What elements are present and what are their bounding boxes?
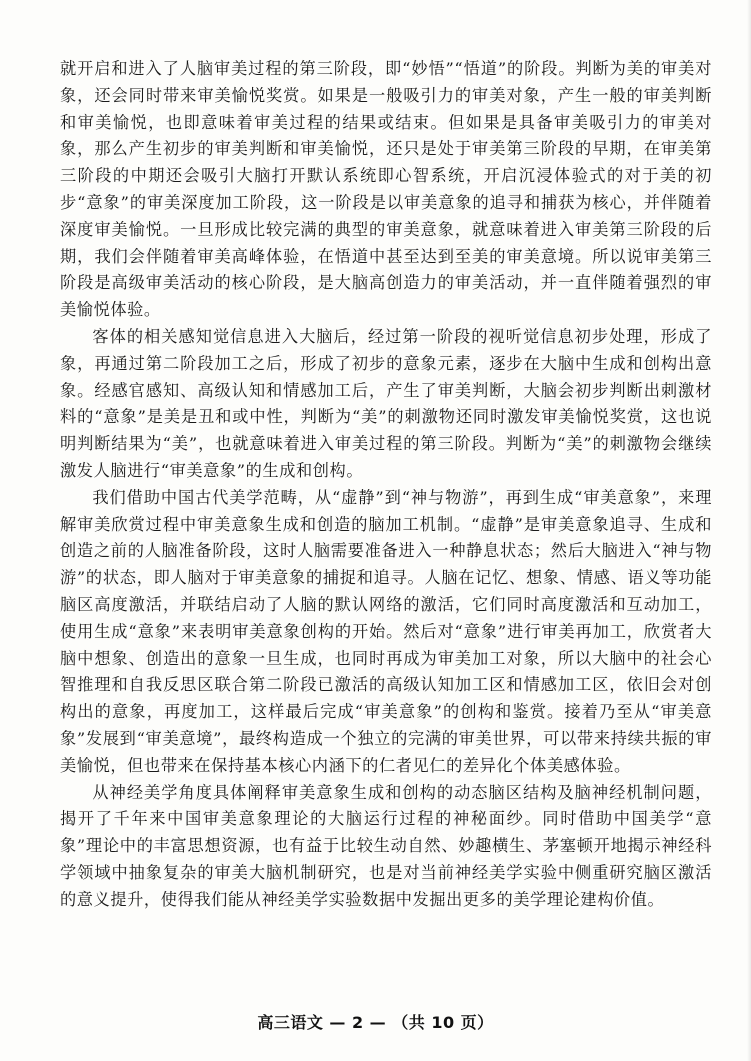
article-body (60, 56, 712, 914)
paragraph-3: 我们借助中国古代美学范畴，从“虚静”到“神与物游”，再到生成“审美意象”，来理解审美欣赏过程中审美意象生成和创造的脑加工机制。“虚静”是审美意象追寻、生成和创造之前的人脑准备阶段，这时人脑需要准备进入一种静息状态；然后大脑进入“神与物游”的状态，即人脑对于审美意象的捕捉和追寻。人脑在记忆、想象、情感、语义等功能脑区高度激活，并联结启动了人脑的默认网络的激活，它们同时高度激活和互动加工，使用生成“意象”来表明审美意象创构的开始。然后对“意象”进行审美再加工，欣赏者大脑中想象、创造出的意象一旦生成，也同时再成为审美加工对象，所以大脑中的社会心智推理和自我反思区联合第二阶段已激活的高级认知加工区和情感加工区，依旧会对创构出的意象，再度加工，这样最后完成“审美意象”的创构和鉴赏。接着乃至从“审美意象”发展到“审美意境”，最终构造成一个独立的完满的审美世界，可以带来持续共振的审美愉悦，但也带来在保持基本核心内涵下的仁者见仁的差异化个体美感体验。 (60, 487, 712, 775)
paragraph-2: 客体的相关感知觉信息进入大脑后，经过第一阶段的视听觉信息初步处理，形成了象，再通过第二阶段加工之后，形成了初步的意象元素，逐步在大脑中生成和创构出意象。经感官感知、高级认知和情感加工后，产生了审美判断，大脑会初步判断出刺激材料的“意象”是美是丑和或中性，判断为“美”的刺激物还同时激发审美愉悦奖赏，这也说明判断结果为“美”，也就意味着进入审美过程的第三阶段。判断为“美”的刺激物会继续激发人脑进行“审美意象”的生成和创构。 (60, 326, 712, 480)
paragraph-4: 从神经美学角度具体阐释审美意象生成和创构的动态脑区结构及脑神经机制问题，揭开了千年来中国审美意象理论的大脑运行过程的神秘面纱。同时借助中国美学“意象”理论中的丰富思想资源，也有益于比较生动自然、妙趣横生、茅塞顿开地揭示神经科学领域中抽象复杂的审美大脑机制研究，也是对当前神经美学实验中侧重研究脑区激活的意义提升，使得我们能从神经美学实验数据中发掘出更多的美学理论建构价值。 (60, 782, 712, 909)
paragraph-1: 就开启和进入了人脑审美过程的第三阶段，即“妙悟”“悟道”的阶段。判断为美的审美对象，还会同时带来审美愉悦奖赏。如果是一般吸引力的审美对象，产生一般的审美判断和审美愉悦，也即意味着审美过程的结果或结束。但如果是具备审美吸引力的审美对象，那么产生初步的审美判断和审美愉悦，还只是处于审美第三阶段的早期，在审美第三阶段的中期还会吸引大脑打开默认系统即心智系统，开启沉浸体验式的对于美的初步“意象”的审美深度加工阶段，这一阶段是以审美意象的追寻和捕获为核心，并伴随着深度审美愉悦。一旦形成比较完满的典型的审美意象，就意味着进入审美第三阶段的后期，我们会伴随着审美高峰体验，在悟道中甚至达到至美的审美意境。所以说审美第三阶段是高级审美活动的核心阶段，是大脑高创造力的审美活动，并一直伴随着强烈的审美愉悦体验。 (60, 59, 712, 320)
scan-edge-shadow (747, 0, 751, 1061)
page-footer: 高三语文 — 2 — （共 10 页） (257, 1013, 494, 1032)
